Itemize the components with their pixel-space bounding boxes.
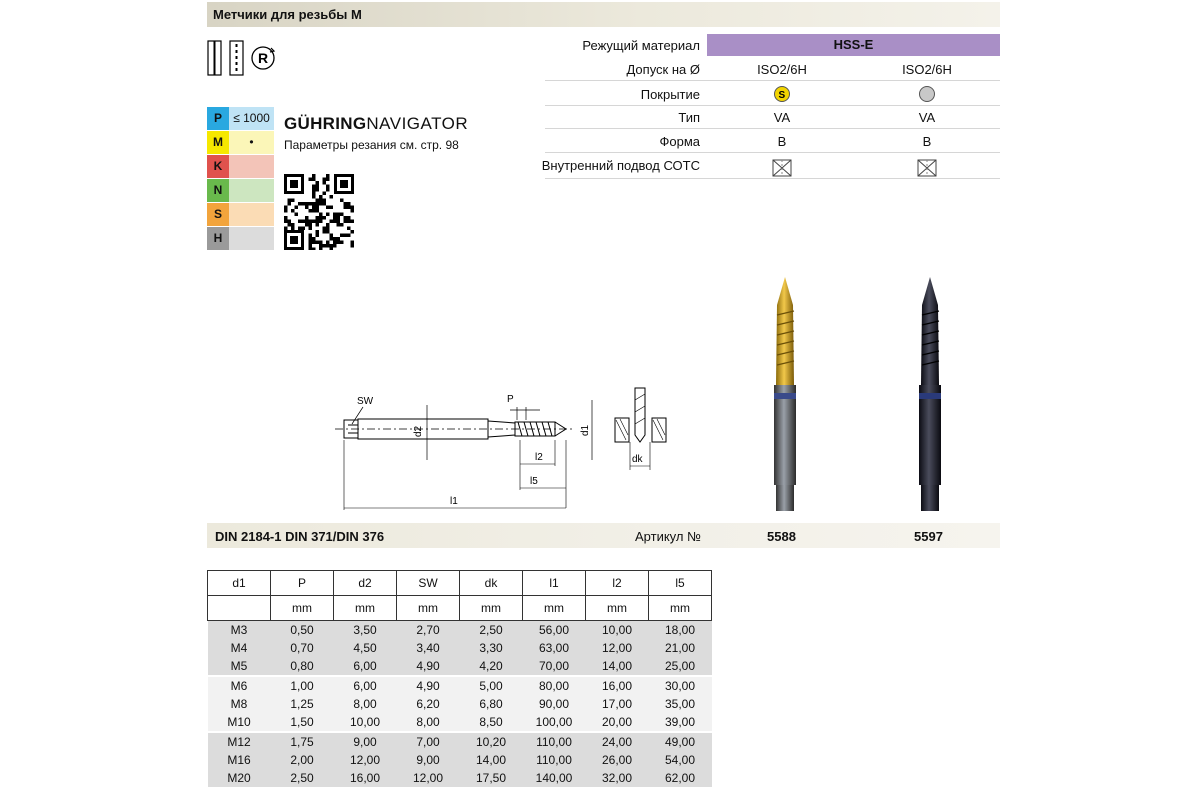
table-row [208, 639, 712, 657]
table-cell: 0,50 [271, 621, 334, 640]
table-cell: 1,50 [271, 713, 334, 731]
table-cell: mm [397, 596, 460, 621]
type-value-2: VA [918, 110, 936, 125]
tolerance-value-2: ISO2/6H [902, 62, 952, 77]
table-cell: 16,00 [334, 769, 397, 787]
table-cell: 100,00 [523, 713, 586, 731]
table-cell: 20,00 [586, 713, 649, 731]
coating-label: Покрытие [640, 87, 700, 102]
table-cell: M5 [208, 657, 271, 675]
article-number-2: 5597 [914, 529, 943, 544]
table-cell: 24,00 [586, 733, 649, 751]
table-cell: SW [397, 571, 460, 596]
din-standards: DIN 2184-1 DIN 371/DIN 376 [215, 529, 385, 544]
table-row [208, 621, 712, 640]
divider [545, 152, 1000, 153]
table-cell: 8,50 [460, 713, 523, 731]
table-cell: 140,00 [523, 769, 586, 787]
table-cell: 14,00 [460, 751, 523, 769]
table-cell: 6,00 [334, 677, 397, 695]
table-cell: mm [523, 596, 586, 621]
brand-bold: GÜHRING [284, 114, 367, 133]
form-value-1: B [777, 134, 787, 149]
table-cell: 4,90 [397, 677, 460, 695]
tap-image-oxide [905, 275, 955, 520]
table-row [208, 596, 712, 621]
iso-group-value [229, 179, 274, 202]
table-cell: 70,00 [523, 657, 586, 675]
table-cell: 110,00 [523, 751, 586, 769]
table-cell: 14,00 [586, 657, 649, 675]
table-cell: 3,50 [334, 621, 397, 640]
no-coolant-icon [867, 158, 987, 178]
table-cell: 3,30 [460, 639, 523, 657]
table-cell: M20 [208, 769, 271, 787]
table-cell: 6,20 [397, 695, 460, 713]
table-cell: 5,00 [460, 677, 523, 695]
table-cell: l2 [586, 571, 649, 596]
table-cell: d2 [334, 571, 397, 596]
table-cell: M12 [208, 733, 271, 751]
table-cell: l5 [649, 571, 712, 596]
table-cell: 12,00 [334, 751, 397, 769]
type-label: Тип [678, 110, 700, 125]
svg-text:l5: l5 [530, 476, 538, 487]
table-cell: M6 [208, 677, 271, 695]
svg-text:d2: d2 [413, 425, 424, 437]
svg-text:S: S [778, 90, 786, 101]
brand-logo [284, 114, 468, 134]
table-cell: 63,00 [523, 639, 586, 657]
material-value: HSS-E [833, 37, 874, 52]
svg-text:dk: dk [632, 454, 643, 465]
tolerance-value-1: ISO2/6H [757, 62, 807, 77]
iso-group-letter: N [207, 179, 229, 202]
table-cell: 10,00 [586, 621, 649, 640]
qr-code [284, 174, 354, 255]
table-cell: 110,00 [523, 733, 586, 751]
tool-icons [207, 40, 277, 83]
table-cell: 80,00 [523, 677, 586, 695]
table-cell: 12,00 [586, 639, 649, 657]
article-label: Артикул № [635, 529, 702, 544]
table-row [208, 695, 712, 713]
table-cell: 9,00 [397, 751, 460, 769]
table-cell: 6,00 [334, 657, 397, 675]
table-cell: mm [460, 596, 523, 621]
dimensions-table [207, 570, 712, 787]
table-cell: 6,80 [460, 695, 523, 713]
iso-group-row [207, 131, 274, 155]
table-cell: P [271, 571, 334, 596]
table-cell: 17,00 [586, 695, 649, 713]
material-highlight [707, 34, 1000, 56]
svg-text:d1: d1 [580, 424, 591, 436]
table-cell: 0,80 [271, 657, 334, 675]
table-row [208, 769, 712, 787]
table-cell: 4,50 [334, 639, 397, 657]
form-label: Форма [659, 134, 700, 149]
table-cell: M16 [208, 751, 271, 769]
table-cell: 4,90 [397, 657, 460, 675]
table-cell: M10 [208, 713, 271, 731]
form-value-2: B [922, 134, 932, 149]
table-cell: 9,00 [334, 733, 397, 751]
table-cell: l1 [523, 571, 586, 596]
table-cell: 8,00 [334, 695, 397, 713]
table-cell: 18,00 [649, 621, 712, 640]
tap-image-tin [760, 275, 810, 520]
brand-light: NAVIGATOR [366, 114, 469, 133]
table-cell: 10,00 [334, 713, 397, 731]
table-cell: 32,00 [586, 769, 649, 787]
table-row [208, 751, 712, 769]
article-number-1: 5588 [767, 529, 796, 544]
iso-group-value [229, 155, 274, 178]
table-cell: dk [460, 571, 523, 596]
table-cell: M3 [208, 621, 271, 640]
table-cell: 25,00 [649, 657, 712, 675]
iso-group-value: • [229, 131, 274, 154]
table-cell: 49,00 [649, 733, 712, 751]
table-row [208, 713, 712, 731]
table-cell: 62,00 [649, 769, 712, 787]
iso-group-row [207, 179, 274, 203]
table-row [208, 571, 712, 596]
svg-text:l2: l2 [535, 452, 543, 463]
table-cell: 54,00 [649, 751, 712, 769]
cooling-label: Внутренний подвод СОТС [541, 158, 700, 173]
table-cell: 2,00 [271, 751, 334, 769]
table-cell: mm [586, 596, 649, 621]
divider [545, 178, 1000, 179]
table-cell: 21,00 [649, 639, 712, 657]
table-cell: 1,75 [271, 733, 334, 751]
table-row [208, 733, 712, 751]
table-cell: 2,50 [460, 621, 523, 640]
table-cell: 8,00 [397, 713, 460, 731]
svg-text:R: R [258, 50, 269, 66]
table-cell: 16,00 [586, 677, 649, 695]
iso-group-letter: M [207, 131, 229, 154]
rotation-direction-icon [207, 40, 277, 78]
iso-group-letter: H [207, 227, 229, 250]
table-cell: 35,00 [649, 695, 712, 713]
iso-group-row [207, 155, 274, 179]
table-cell: 3,40 [397, 639, 460, 657]
table-cell: 26,00 [586, 751, 649, 769]
table-cell: mm [649, 596, 712, 621]
table-cell: mm [271, 596, 334, 621]
coating-icon-tin [722, 84, 842, 104]
coating-icon-oxide [867, 84, 987, 104]
din-bar [207, 523, 1000, 548]
no-coolant-icon [722, 158, 842, 178]
svg-text:l1: l1 [450, 496, 458, 507]
table-cell: 39,00 [649, 713, 712, 731]
iso-group-row [207, 203, 274, 227]
table-cell: 1,00 [271, 677, 334, 695]
divider [545, 128, 1000, 129]
table-cell: 12,00 [397, 769, 460, 787]
iso-group-row [207, 107, 274, 131]
iso-group-value [229, 227, 274, 250]
material-label: Режущий материал [582, 38, 700, 53]
table-cell: 56,00 [523, 621, 586, 640]
iso-group-letter: K [207, 155, 229, 178]
tolerance-label: Допуск на Ø [626, 62, 700, 77]
table-cell: 30,00 [649, 677, 712, 695]
type-value-1: VA [773, 110, 791, 125]
table-cell: mm [334, 596, 397, 621]
iso-group-letter: S [207, 203, 229, 226]
divider [545, 80, 1000, 81]
table-cell: 17,50 [460, 769, 523, 787]
table-cell: 7,00 [397, 733, 460, 751]
table-cell: M8 [208, 695, 271, 713]
iso-group-value: ≤ 1000 [229, 107, 274, 130]
table-cell: 2,70 [397, 621, 460, 640]
svg-text:P: P [507, 394, 514, 405]
section-header [207, 2, 1000, 27]
table-cell: 0,70 [271, 639, 334, 657]
table-cell: M4 [208, 639, 271, 657]
table-cell: 10,20 [460, 733, 523, 751]
divider [545, 105, 1000, 106]
iso-group-letter: P [207, 107, 229, 130]
section-title: Метчики для резьбы M [213, 7, 362, 22]
iso-material-groups [207, 107, 274, 251]
brand-subtitle: Параметры резания см. стр. 98 [284, 138, 459, 152]
table-row [208, 677, 712, 695]
qr-code-image [284, 174, 354, 250]
table-cell: 2,50 [271, 769, 334, 787]
table-row [208, 657, 712, 675]
table-cell: 1,25 [271, 695, 334, 713]
svg-text:SW: SW [357, 396, 374, 407]
table-cell: 4,20 [460, 657, 523, 675]
table-cell: d1 [208, 571, 271, 596]
iso-group-value [229, 203, 274, 226]
tap-technical-drawing [330, 380, 700, 525]
table-cell: 90,00 [523, 695, 586, 713]
iso-group-row [207, 227, 274, 251]
table-cell [208, 596, 271, 621]
